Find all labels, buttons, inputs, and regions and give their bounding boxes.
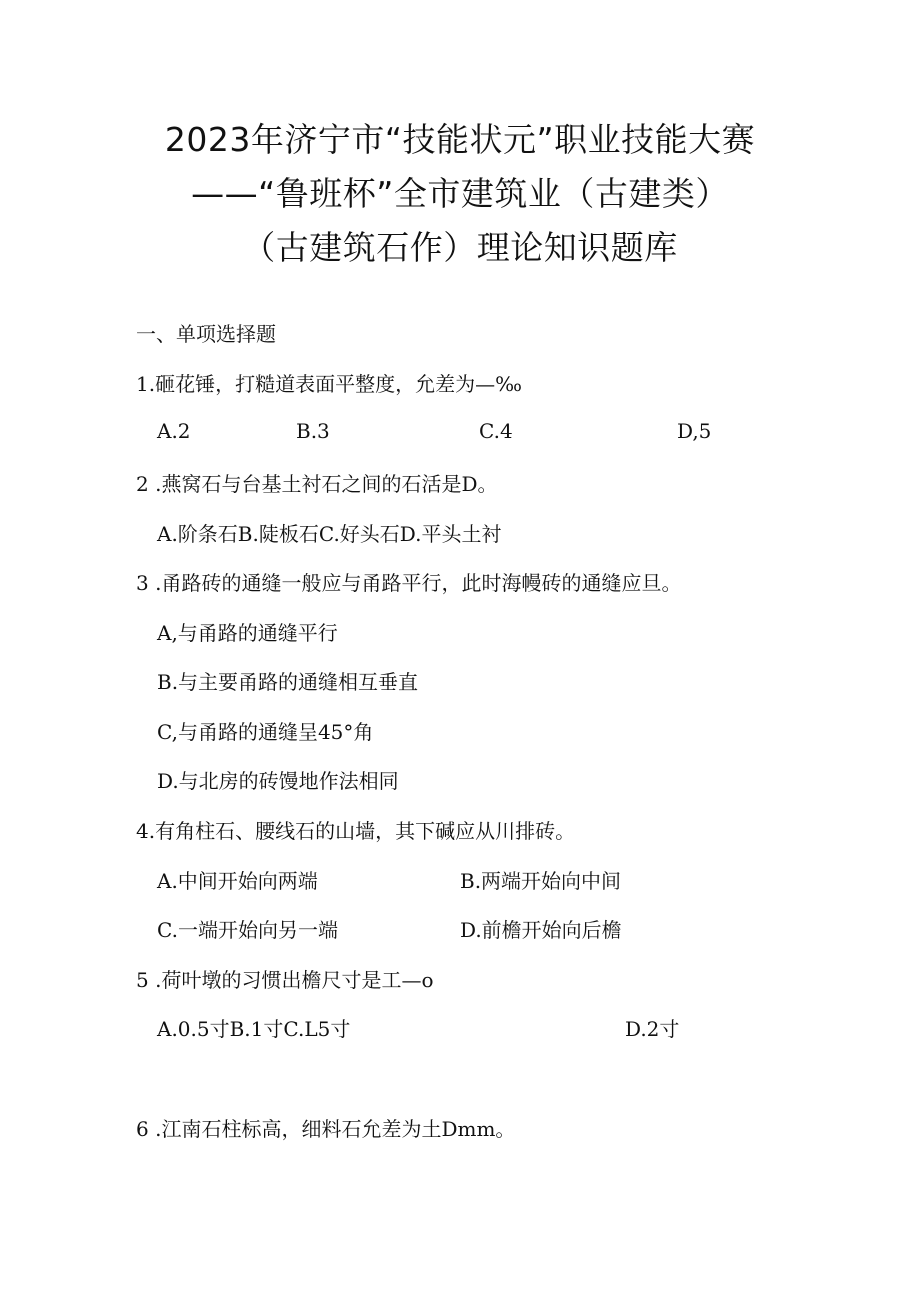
answer-option: A.2	[157, 419, 191, 443]
answer-option: D.前檐开始向后檐	[460, 918, 622, 942]
answer-option: A.阶条石B.陡板石C.好头石D.平头土衬	[157, 522, 502, 546]
question-stem: 6 .江南石柱标高，细料石允差为土Dmm。	[136, 1117, 516, 1141]
question-stem: 4.有角柱石、腰线石的山墙，其下碱应从川排砖。	[136, 819, 576, 843]
title-line-2: ——“鲁班杯”全市建筑业（古建类）	[191, 174, 729, 213]
answer-option: D.2寸	[625, 1017, 680, 1041]
answer-option: D.与北房的砖馒地作法相同	[157, 769, 399, 793]
answer-option: B.与主要甬路的通缝相互垂直	[157, 670, 419, 694]
answer-option: C.4	[479, 419, 513, 443]
answer-option: D,5	[677, 419, 712, 443]
question-stem: 5 .荷叶墩的习惯出檐尺寸是工—o	[136, 968, 434, 992]
section-heading: 一、单项选择题	[136, 322, 276, 346]
question-stem: 1.砸花锤，打糙道表面平整度，允差为—‰	[136, 372, 522, 396]
question-stem: 3 .甬路砖的通缝一般应与甬路平行，此时海幔砖的通缝应旦。	[136, 571, 682, 595]
answer-option: C.一端开始向另一端	[157, 918, 338, 942]
answer-option: A.0.5寸B.1寸C.L5寸	[157, 1017, 351, 1041]
title-line-3: （古建筑石作）理论知识题库	[242, 228, 678, 267]
answer-option: A,与甬路的通缝平行	[157, 621, 338, 645]
question-stem: 2 .燕窝石与台基土衬石之间的石活是D。	[136, 472, 498, 496]
answer-option: B.两端开始向中间	[460, 869, 622, 893]
answer-option: A.中间开始向两端	[157, 869, 318, 893]
answer-option: B.3	[296, 419, 330, 443]
title-line-1: 2023年济宁市“技能状元”职业技能大赛	[164, 120, 756, 159]
answer-option: C,与甬路的通缝呈45°角	[157, 720, 374, 744]
